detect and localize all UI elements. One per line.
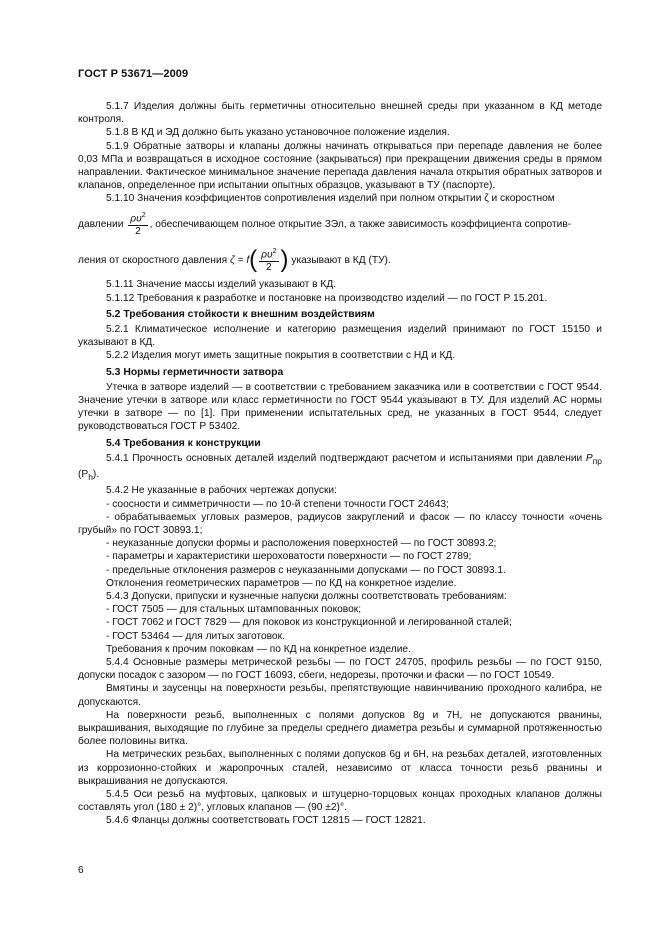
clause-5-1-10-text-a: давлении [78,218,124,230]
formula-velocity-pressure-2 [259,246,278,274]
document-body [78,100,602,828]
clause-5-1-8: 5.1.8 В КД и ЭД должно быть указано установочное положение изделия. [106,127,450,139]
formula-zeta-function: ζ = f [230,254,250,266]
clause-5-1-12: 5.1.12 Требования к разработке и постановке на производство изделий — по ГОСТ Р 15.201. [106,292,548,304]
clause-5-3-text: Утечка в затворе изделий — в соответствии с требованием заказчика или в соответствии с ГОСТ 9544. Значение утечки в затворе или класс герметичности по ГОСТ 9544 указывают в ТУ. Для изделий АС нормы утечки в затворе — по [1]. При применении испытательных сред, не указанных в ГОСТ 9544, следует руководствоваться ГОСТ Р 53402. [78,381,602,433]
list-item: - предельные отклонения размеров с неуказанными допусками — по ГОСТ 30893.1. [106,564,506,576]
list-item: - обрабатываемых угловых размеров, радиусов закруглений и фасок — по классу точности «очень грубый» по ГОСТ 30893.1; [78,511,602,536]
clause-5-4-4-d: На метрических резьбах, выполненных с полями допусков 6g и 6H, на резьбах деталей, изготовленных из коррозионно-стойких и жаропрочных сталей, независимо от класса точности резьб рванины и выкрашивания не допускаются. [78,749,602,787]
list-item: - ГОСТ 53464 — для литых заготовок. [106,630,285,642]
list-item: - соосности и симметричности — по 10-й степени точности ГОСТ 24643; [106,498,449,510]
clause-5-4-2: 5.4.2 Не указанные в рабочих чертежах допуски: [106,485,337,497]
pressure-paren: (P [78,469,89,481]
clause-5-1-10-text-d: указывают в КД (ТУ). [291,254,391,266]
formula-exponent-2: 2 [272,248,277,256]
clause-5-1-9: 5.1.9 Обратные затворы и клапаны должны начинать открываться при перепаде давления не более 0,03 МПа и возвращаться в исходное состояние (закрываться) при прекращении движения среды в прямом направлении. Фактическое минимальное значение перепада давления начала открытия обратных затворов и клапанов, определенное при испытании опытных образцов, указывают в ТУ (паспорте). [78,140,602,192]
clause-5-4-3-end: Требования к прочим поковкам — по КД на конкретное изделие. [106,643,411,655]
section-5-3-title: 5.3 Нормы герметичности затвора [106,366,284,378]
document-header: ГОСТ Р 53671—2009 [78,68,189,80]
formula-numerator-2: ρυ [261,249,273,261]
formula-denominator-2: 2 [266,262,272,274]
formula-exponent: 2 [141,211,146,219]
clause-5-4-4: 5.4.4 Основные размеры метрической резьбы — по ГОСТ 24705, профиль резьбы — по ГОСТ 9150, допуски посадок с зазором — по ГОСТ 16093, сбеги, недорезы, проточки и фаски — по ГОСТ 10549. [78,656,602,682]
clause-5-4-3: 5.4.3 Допуски, припуски и кузнечные напуски должны соответствовать требованиям: [106,590,507,602]
pressure-subscript-h: h [88,472,93,483]
formula-velocity-pressure [128,210,147,238]
section-5-4-title: 5.4 Требования к конструкции [106,437,261,449]
clause-5-1-10-text-c: ления от скоростного давления [78,254,228,266]
formula-denominator: 2 [135,226,141,238]
clause-5-1-10-line1: 5.1.10 Значения коэффициентов сопротивления изделий при полном открытии ζ и скоростном [106,193,555,205]
clause-5-1-10-text-b: , обеспечивающем полное открытие ЗЭл, а также зависимость коэффициента сопротив- [149,218,572,230]
clause-5-4-1 [78,452,602,484]
list-item: - неуказанные допуски формы и расположения поверхностей — по ГОСТ 30893.2; [106,538,497,550]
clause-5-4-5: 5.4.5 Оси резьб на муфтовых, цапковых и штуцерно-торцовых концах проходных клапанов должны составлять угол (180 ± 2)°, угловых клапанов — (90 ±2)°. [78,788,602,814]
section-5-2-title: 5.2 Требования стойкости к внешним воздействиям [106,308,375,320]
clause-5-1-10-line3: ления от скоростного давления ζ = f( $\frac{\rho\upsilon^2}{2}$ ) указывают в КД (ТУ). [78,246,391,274]
clause-5-4-4-b: Вмятины и заусенцы на поверхности резьбы, препятствующие навинчиванию проходного калибра, не допускаются. [78,683,602,708]
pressure-subscript: пр [592,455,602,466]
clause-5-4-6: 5.4.6 Фланцы должны соответствовать ГОСТ 12815 — ГОСТ 12821. [106,815,426,827]
list-item: - параметры и характеристики шероховатости поверхности — по ГОСТ 2789; [106,551,472,563]
clause-5-1-11: 5.1.11 Значение массы изделий указывают в КД. [106,279,337,291]
pressure-end: ). [92,469,100,481]
pressure-symbol: P [585,452,593,464]
clause-5-2-1: 5.2.1 Климатическое исполнение и категорию размещения изделий принимают по ГОСТ 15150 и указывают в КД. [78,324,602,349]
list-item: - ГОСТ 7062 и ГОСТ 7829 — для поковок из конструкционной и легированной сталей; [106,617,512,629]
formula-numerator: ρυ [130,213,142,225]
page-number: 6 [78,865,84,876]
clause-5-2-2: 5.2.2 Изделия могут иметь защитные покрытия в соответствии с НД и КД. [106,350,456,362]
clause-5-1-10-line2 [78,206,602,242]
list-item: - ГОСТ 7505 — для стальных штампованных поковок; [106,604,362,616]
clause-5-4-4-c: На поверхности резьб, выполненных с полями допусков 8g и 7H, не допускаются рванины, выкрашивания, выходящие по глубине за пределы среднего диаметра резьбы и суммарной протяженностью более половины витка. [78,709,602,748]
clause-5-4-2-end: Отклонения геометрических параметров — по КД на конкретное изделие. [106,577,457,589]
clause-5-4-1-text: 5.4.1 Прочность основных деталей изделий подтверждают расчетом и испытаниями при давлении [106,452,586,464]
clause-5-1-7: 5.1.7 Изделия должны быть герметичны относительно внешней среды при указанном в КД методе контроля. [78,101,602,126]
